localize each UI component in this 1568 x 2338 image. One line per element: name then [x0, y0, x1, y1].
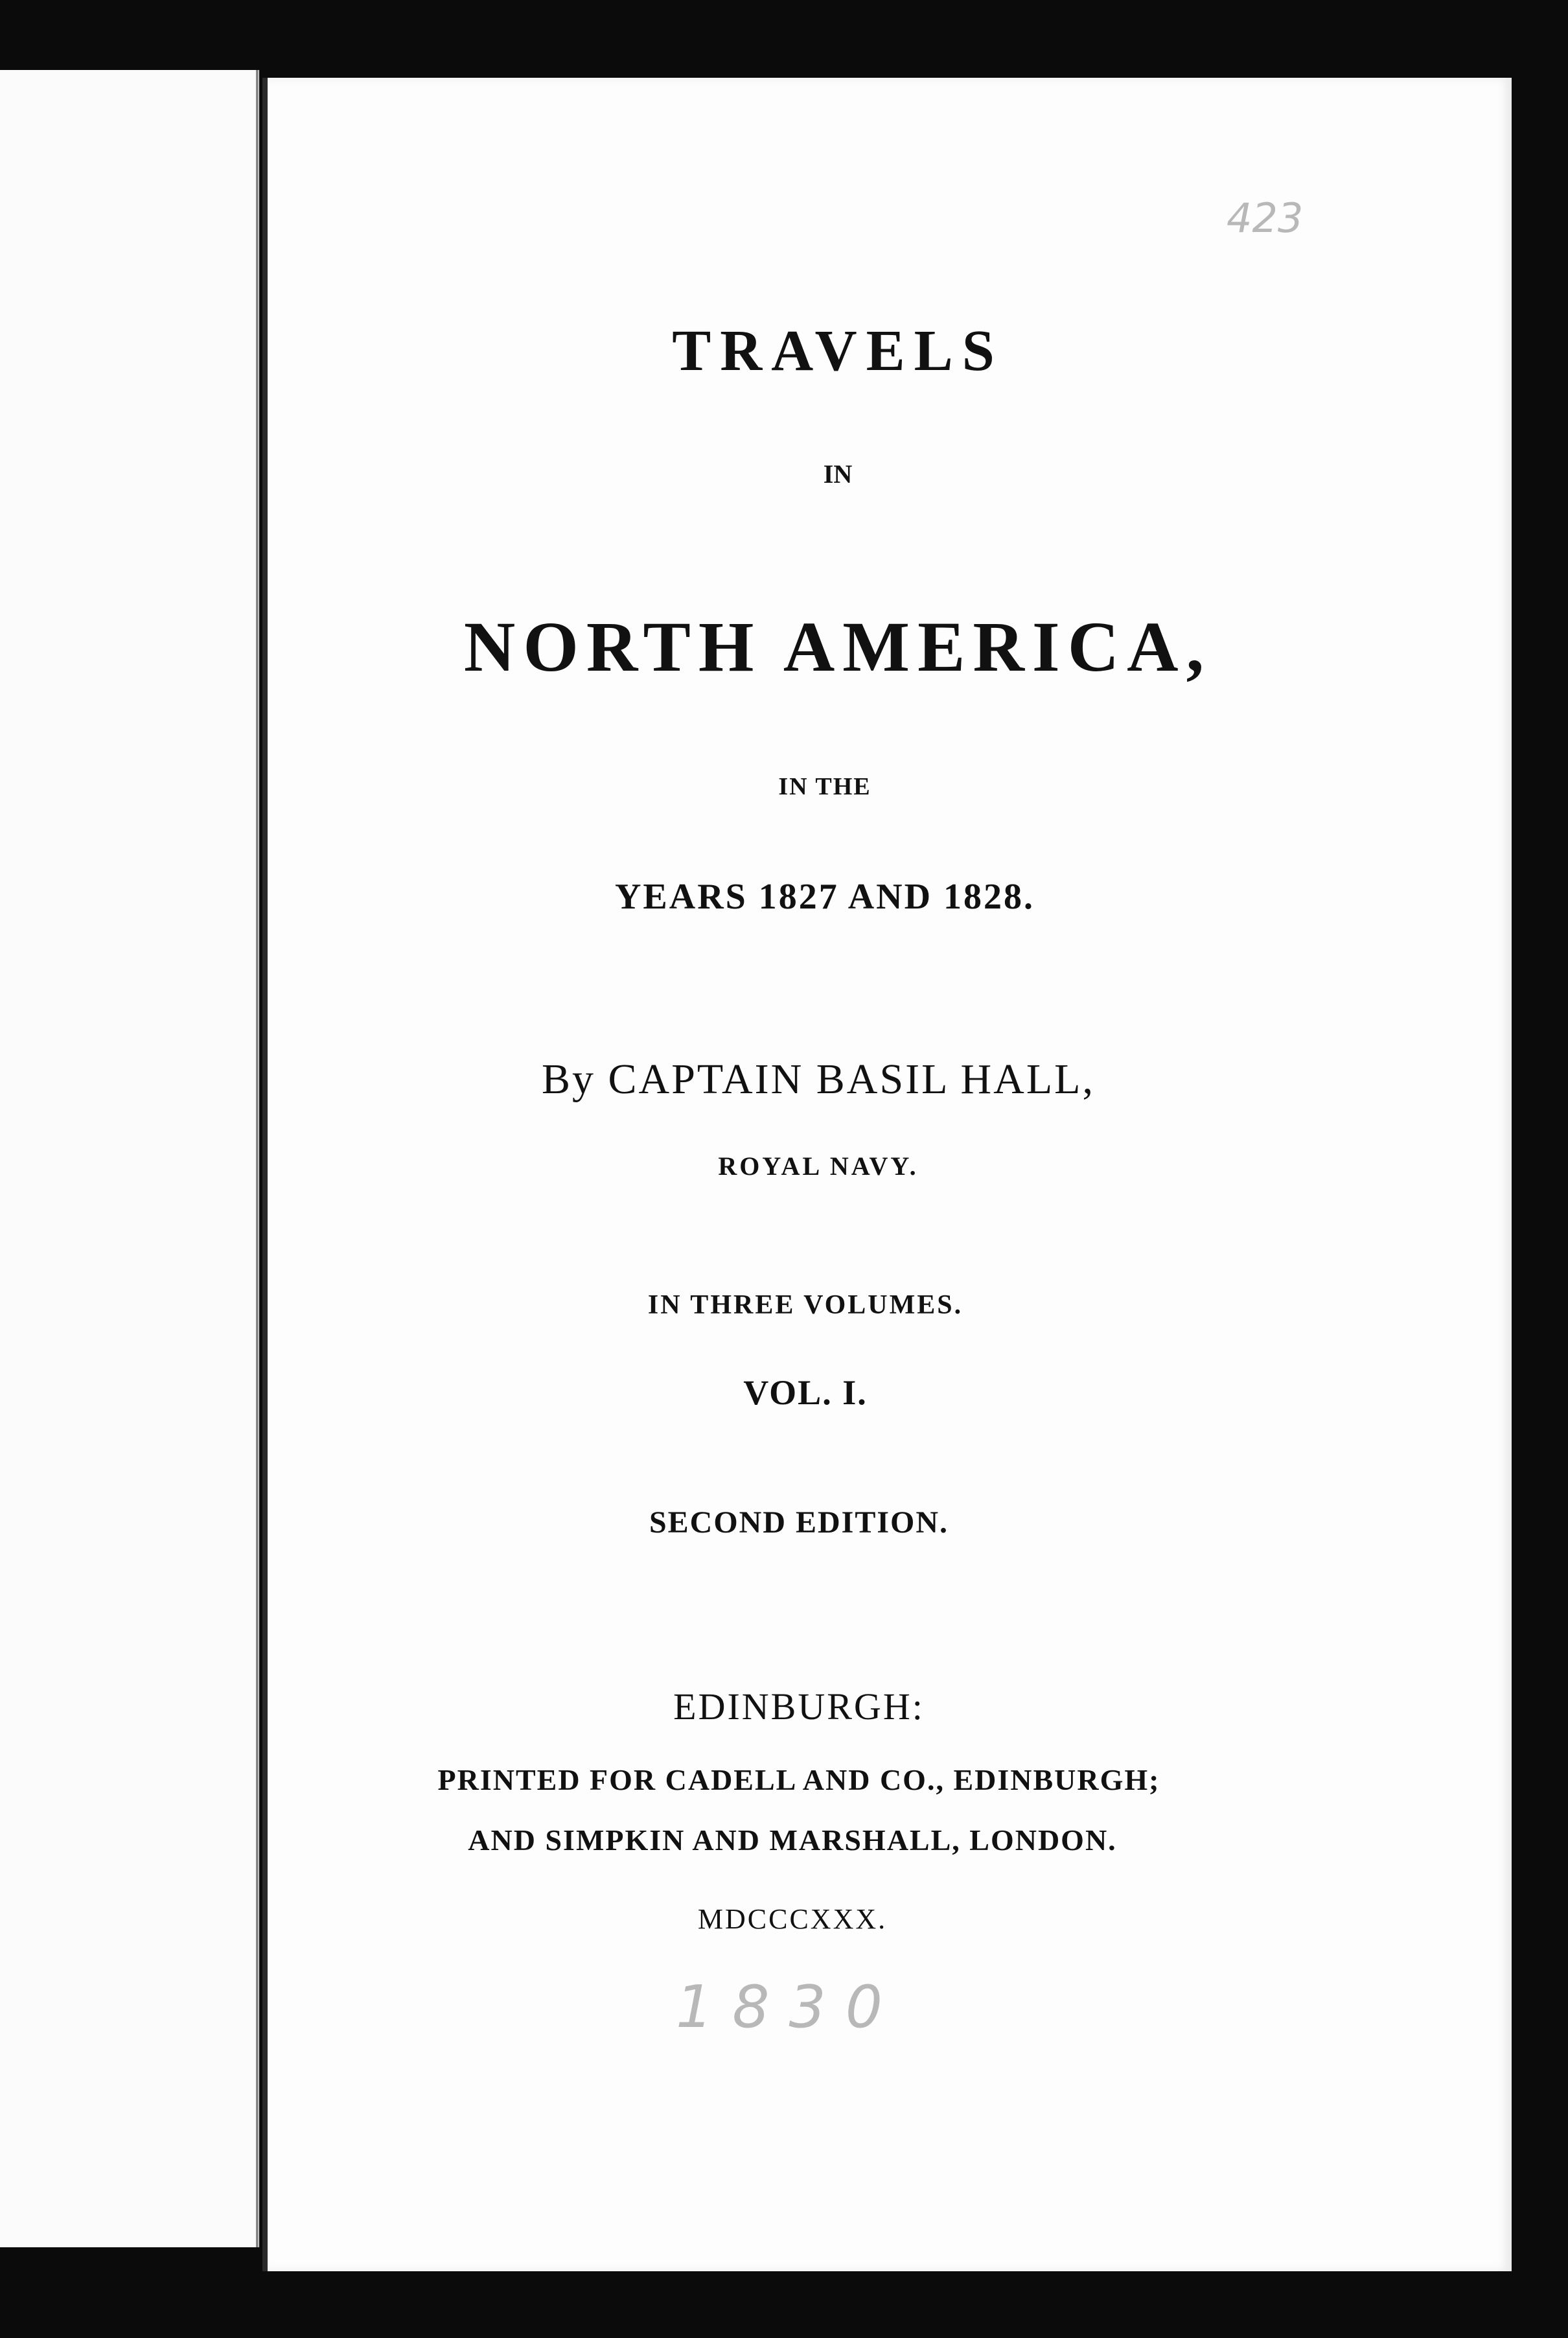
- volume-count: IN THREE VOLUMES.: [647, 1290, 963, 1320]
- title-in-the: IN THE: [778, 773, 871, 800]
- shelf-mark: 423: [1227, 194, 1304, 242]
- imprint-printer-line-1: PRINTED FOR CADELL AND CO., EDINBURGH;: [437, 1763, 1160, 1796]
- title-place: NORTH AMERICA,: [463, 607, 1212, 686]
- volume-number: VOL. I.: [743, 1373, 868, 1412]
- imprint-printer-line-2: AND SIMPKIN AND MARSHALL, LONDON.: [468, 1823, 1117, 1857]
- author-rank: ROYAL NAVY.: [718, 1152, 919, 1181]
- title-in: IN: [823, 459, 853, 489]
- title-page: [262, 78, 1512, 2271]
- edition-line: SECOND EDITION.: [649, 1505, 949, 1540]
- title-years: YEARS 1827 AND 1828.: [614, 877, 1035, 917]
- book-title: TRAVELS: [672, 319, 1004, 383]
- pencil-year-annotation: 1830: [676, 1973, 903, 2041]
- imprint-city: EDINBURGH:: [673, 1685, 925, 1728]
- imprint-date: MDCCCXXX.: [697, 1903, 888, 1935]
- author-line: By CAPTAIN BASIL HALL,: [542, 1056, 1095, 1103]
